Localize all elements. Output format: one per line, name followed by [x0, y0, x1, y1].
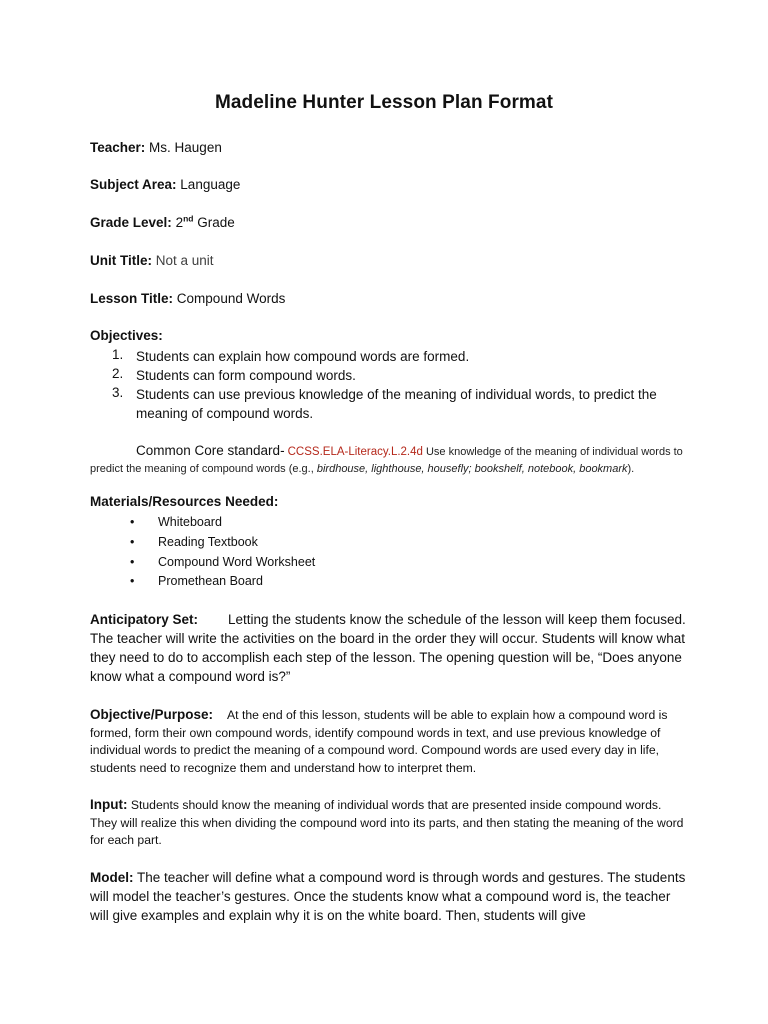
objective-purpose-text: At the end of this lesson, students will be able to explain how a compound word is formed, form their own compound words, identify compound words in text, and use previous knowledge of individual words to predict the meaning of a compound word. Compound words are used every day in life, students need to recognize them and understand how to interpret them.	[90, 708, 668, 775]
lesson-title-field	[90, 291, 285, 306]
objective-number: 3.	[112, 385, 124, 400]
objective-purpose-label: Objective/Purpose:	[90, 707, 214, 722]
common-core-text: Use knowledge of the meaning of individual words to predict the meaning of compound words (e.g.,	[90, 446, 683, 475]
unit-title-label: Unit Title:	[90, 253, 152, 268]
objective-purpose-section	[90, 706, 690, 777]
teacher-value: Ms. Haugen	[149, 140, 222, 155]
common-core-text-end: ).	[627, 463, 635, 475]
materials-item-text: Compound Word Worksheet	[158, 555, 316, 569]
objective-text: Students can form compound words.	[136, 368, 356, 383]
common-core-code: CCSS.ELA-Literacy.L.2.4d	[287, 446, 423, 458]
input-section	[90, 796, 690, 850]
teacher-field	[90, 140, 222, 155]
unit-title-value: Not a unit	[155, 253, 214, 268]
objective-number: 2.	[112, 366, 124, 381]
common-core-examples: birdhouse, lighthouse, housefly; bookshelf, notebook, bookmark	[316, 463, 628, 475]
teacher-label: Teacher:	[90, 140, 146, 155]
lesson-title-value: Compound Words	[176, 291, 286, 306]
objectives-heading: Objectives:	[90, 328, 163, 343]
materials-item-text: Promethean Board	[158, 574, 263, 588]
objective-number: 1.	[112, 347, 124, 362]
anticipatory-set-text: Letting the students know the schedule of the lesson will keep them focused. The teacher will write the activities on the board in the order they will occur. Students will know what they need to do to accomplish each step of the lesson. The opening question will be, “Does anyone know what a compound word is?”	[90, 612, 686, 684]
model-label: Model:	[90, 870, 134, 885]
model-section	[90, 868, 690, 925]
subject-area-field	[90, 177, 240, 192]
page-title: Madeline Hunter Lesson Plan Format	[214, 92, 554, 113]
materials-item-text: Whiteboard	[158, 515, 222, 529]
common-core-standard	[90, 442, 690, 478]
objective-text: Students can explain how compound words are formed.	[136, 349, 470, 364]
lesson-title-label: Lesson Title:	[90, 291, 174, 306]
anticipatory-set-label: Anticipatory Set:	[90, 612, 199, 627]
unit-title-field	[90, 253, 214, 268]
grade-level-sup: nd	[183, 213, 194, 224]
anticipatory-set-section	[90, 610, 690, 686]
grade-level-num: 2	[175, 215, 184, 230]
input-text: Students should know the meaning of individual words that are presented inside compound words. They will realize this when dividing the compound word into its parts, and then stating the meaning of the word for each part.	[90, 798, 684, 847]
model-text: The teacher will define what a compound word is through words and gestures. The students will model the teacher’s gestures. Once the students know what a compound word is, the teacher will give examples and explain why it is on the white board. Then, students will give	[90, 870, 686, 923]
materials-item-text: Reading Textbook	[158, 535, 258, 549]
input-label: Input:	[90, 797, 128, 812]
common-core-lead: Common Core standard-	[136, 443, 285, 458]
document-page: Madeline Hunter Lesson Plan Format Teacher: Ms. Haugen Subject Area: Language Grade Level: 2nd Grade Unit Title: Not a unit Lesson Title: Compound Words Objectives: 1. Students can explain how compound words are formed. 2. Students can form compound words. 3. Students can use previous knowledge of the meaning of individual words, to predict the meaning of compound words. Common Core standard- CCSS.ELA-Literacy.L.2.4d Use knowledge of the meaning of individual words to predict the meaning of compound words (e.g., birdhouse, lighthouse, housefly; bookshelf, notebook, bookmark). Materials/Resources Needed: • Whiteboard • Reading Textbook • Compound Word Worksheet • Promethean Board Anticipatory Set: Letting the students know the schedule of the lesson will keep them focused. The teacher will write the activities on the board in the order they will occur. Students will know what they need to do to accomplish each step of the lesson. The opening question will be, “Does anyone know what a compound word is?” Objective/Purpose: At the end of this lesson, students will be able to explain how a compound word is formed, form their own compound words, identify compound words in text, and use previous knowledge of individual words to predict the meaning of a compound word. Compound words are used every day in life, students need to recognize them and understand how to interpret them. Input: Students should know the meaning of individual words that are presented inside compound words. They will realize this when dividing the compound word into its parts, and then stating the meaning of the word for each part. Model: The teacher will define what a compound word is through words and gestures. The students will model the teacher’s gestures. Once the students know what a compound word is, the teacher will give examples and explain why it is on the white board. Then, students will give	[0, 0, 768, 1024]
objective-text: Students can use previous knowledge of the meaning of individual words, to predict the meaning of compound words.	[136, 387, 657, 421]
subject-area-value: Language	[180, 177, 241, 192]
materials-heading: Materials/Resources Needed:	[90, 494, 279, 509]
grade-level-label: Grade Level:	[90, 215, 172, 230]
grade-level-suffix: Grade	[197, 215, 235, 230]
subject-area-label: Subject Area:	[90, 177, 177, 192]
grade-level-field	[90, 215, 235, 230]
